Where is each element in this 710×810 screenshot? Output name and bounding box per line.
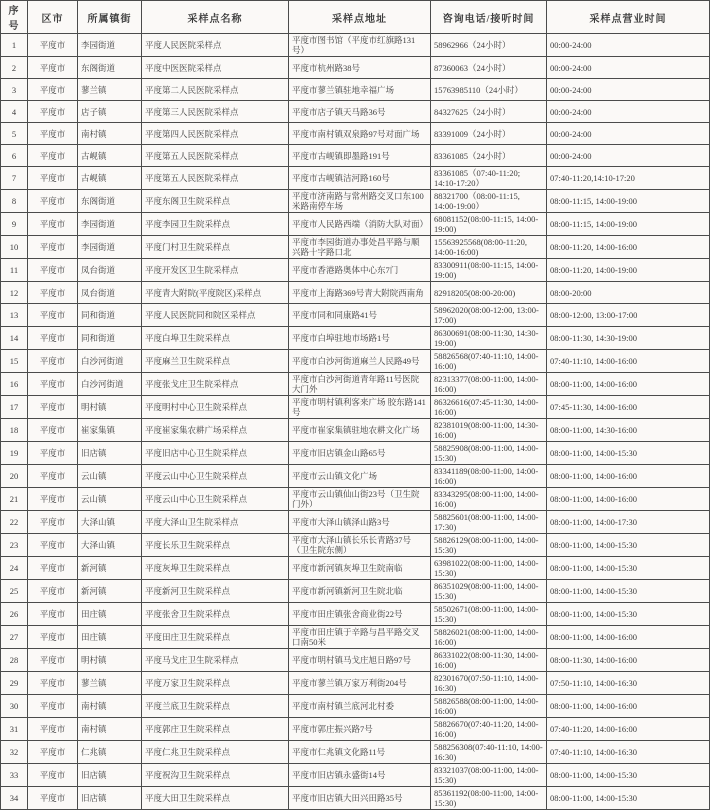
table-cell: 平度市 [28, 282, 78, 304]
table-row [1, 259, 710, 282]
table-cell: 平度市 [28, 442, 78, 465]
table-cell: 29 [1, 672, 28, 695]
table-cell: 07:40-11:10, 14:00-16:00 [547, 350, 710, 373]
table-cell: 大泽山镇 [78, 534, 142, 557]
table-cell: 83300911(08:00-11:15, 14:00-19:00) [431, 259, 547, 282]
table-cell: 08:00-11:00, 14:00-15:30 [547, 580, 710, 603]
table-cell: 凤台街道 [78, 282, 142, 304]
table-cell: 21 [1, 488, 28, 511]
table-cell: 82381019(08:00-11:00, 14:30-16:00) [431, 419, 547, 442]
table-cell: 58962020(08:00-12:00, 13:00-17:00) [431, 304, 547, 327]
table-cell: 平度白埠卫生院采样点 [142, 327, 289, 350]
table-cell: 58502671(08:00-11:00, 14:00-15:30) [431, 603, 547, 626]
table-cell: 07:40-11:20, 14:00-16:00 [547, 718, 710, 741]
table-cell: 23 [1, 534, 28, 557]
table-row [1, 511, 710, 534]
table-cell: 08:00-11:00, 14:00-15:30 [547, 787, 710, 810]
table-cell: 08:00-11:00, 14:00-16:00 [547, 695, 710, 718]
table-cell: 平度市 [28, 145, 78, 167]
table-cell: 86326616(07:45-11:30, 14:00-16:00) [431, 396, 547, 419]
table-cell: 平度仁兆卫生院采样点 [142, 741, 289, 764]
table-cell: 平度市 [28, 57, 78, 79]
table-cell: 08:00-11:00, 14:00-15:30 [547, 442, 710, 465]
table-cell: 平度市仁兆镇文化路11号 [289, 741, 431, 764]
table-cell: 83391009（24小时） [431, 123, 547, 145]
table-cell: 平度市 [28, 327, 78, 350]
table-cell: 平度市 [28, 465, 78, 488]
table-cell: 平度旧店中心卫生院采样点 [142, 442, 289, 465]
table-cell: 平度市 [28, 373, 78, 396]
column-header: 采样点地址 [289, 1, 431, 34]
table-cell: 34 [1, 787, 28, 810]
table-cell: 3 [1, 79, 28, 101]
table-cell: 08:00-11:00, 14:00-15:30 [547, 764, 710, 787]
table-cell: 平度市人民路西端（消防大队对面） [289, 213, 431, 236]
table-cell: 平度李园卫生院采样点 [142, 213, 289, 236]
table-cell: 平度市香港路奥体中心东7门 [289, 259, 431, 282]
table-cell: 平度市 [28, 101, 78, 123]
table-cell: 平度市李园街道办事处昌平路与顺兴路十字路口北 [289, 236, 431, 259]
table-row [1, 396, 710, 419]
table-cell: 86300691(08:00-11:30, 14:30-19:00) [431, 327, 547, 350]
table-row [1, 213, 710, 236]
table-cell: 平度市 [28, 649, 78, 672]
table-cell: 平度第五人民医院采样点 [142, 145, 289, 167]
table-cell: 平度市 [28, 695, 78, 718]
table-row [1, 419, 710, 442]
table-cell: 14 [1, 327, 28, 350]
table-cell: 平度市云山镇仙山街23号（卫生院门外） [289, 488, 431, 511]
table-cell: 86331022(08:00-11:30, 14:00-16:00) [431, 649, 547, 672]
table-cell: 平度马戈庄卫生院采样点 [142, 649, 289, 672]
table-cell: 07:45-11:30, 14:00-16:00 [547, 396, 710, 419]
table-cell: 平度市 [28, 350, 78, 373]
table-cell: 平度市郭庄振兴路7号 [289, 718, 431, 741]
table-cell: 00:00-24:00 [547, 57, 710, 79]
table-cell: 588256308(07:40-11:10, 14:00-16:30) [431, 741, 547, 764]
table-cell: 08:00-11:15, 14:00-19:00 [547, 213, 710, 236]
table-cell: 4 [1, 101, 28, 123]
table-row [1, 282, 710, 304]
table-row [1, 465, 710, 488]
table-cell: 平度市新河镇新河卫生院北临 [289, 580, 431, 603]
table-cell: 58825601(08:00-11:00, 14:00-17:30) [431, 511, 547, 534]
table-row [1, 672, 710, 695]
table-row [1, 34, 710, 57]
table-cell: 07:50-11:10, 14:00-16:30 [547, 672, 710, 695]
table-cell: 同和街道 [78, 327, 142, 350]
table-cell: 平度长乐卫生院采样点 [142, 534, 289, 557]
table-cell: 云山镇 [78, 465, 142, 488]
table-cell: 李园街道 [78, 236, 142, 259]
table-cell: 平度麻兰卫生院采样点 [142, 350, 289, 373]
table-cell: 18 [1, 419, 28, 442]
table-cell: 平度市 [28, 396, 78, 419]
table-row [1, 764, 710, 787]
table-cell: 东阁街道 [78, 190, 142, 213]
table-cell: 08:00-11:15, 14:00-19:00 [547, 190, 710, 213]
table-cell: 平度市新河镇灰埠卫生院南临 [289, 557, 431, 580]
column-header: 区市 [28, 1, 78, 34]
table-cell: 15 [1, 350, 28, 373]
table-cell: 田庄镇 [78, 603, 142, 626]
table-cell: 63981022(08:00-11:00, 14:00-15:30) [431, 557, 547, 580]
table-cell: 平度市 [28, 34, 78, 57]
table-cell: 08:00-11:00, 14:00-15:30 [547, 603, 710, 626]
table-cell: 平度开发区卫生院采样点 [142, 259, 289, 282]
table-cell: 平度市 [28, 557, 78, 580]
table-body [1, 34, 710, 810]
table-cell: 07:40-11:10, 14:00-16:30 [547, 741, 710, 764]
table-cell: 58826670(07:40-11:20, 14:00-16:00) [431, 718, 547, 741]
table-cell: 平度市 [28, 672, 78, 695]
table-cell: 古岘镇 [78, 167, 142, 190]
table-cell: 平度市旧店镇永盛街14号 [289, 764, 431, 787]
table-row [1, 327, 710, 350]
table-cell: 平度新河卫生院采样点 [142, 580, 289, 603]
table-cell: 08:00-11:00, 14:00-16:00 [547, 465, 710, 488]
table-cell: 82301670(07:50-11:10, 14:00-16:30) [431, 672, 547, 695]
table-cell: 84327625（24小时） [431, 101, 547, 123]
table-cell: 平度市旧店镇大田兴田路35号 [289, 787, 431, 810]
table-cell: 平度人民医院采样点 [142, 34, 289, 57]
table-cell: 平度市 [28, 718, 78, 741]
table-cell: 平度市明村镇马戈庄旭日路97号 [289, 649, 431, 672]
table-cell: 平度市 [28, 419, 78, 442]
table-cell: 平度市 [28, 787, 78, 810]
table-cell: 平度市白沙河街道麻兰人民路49号 [289, 350, 431, 373]
table-cell: 平度张舍卫生院采样点 [142, 603, 289, 626]
table-cell: 83361085（24小时） [431, 145, 547, 167]
table-cell: 10 [1, 236, 28, 259]
table-cell: 平度市济南路与常州路交叉口东100米路南停车场 [289, 190, 431, 213]
table-cell: 平度市旧店镇金山路65号 [289, 442, 431, 465]
table-cell: 08:00-11:30, 14:00-16:00 [547, 649, 710, 672]
table-row [1, 741, 710, 764]
table-cell: 崔家集镇 [78, 419, 142, 442]
table-cell: 83343295(08:00-11:00, 14:00-16:00) [431, 488, 547, 511]
table-row [1, 488, 710, 511]
table-cell: 86351029(08:00-11:00, 14:00-15:30) [431, 580, 547, 603]
table-cell: 平度市南村镇双泉路97号对面广场 [289, 123, 431, 145]
table-cell: 平度人民医院同和院区采样点 [142, 304, 289, 327]
table-cell: 08:00-11:20, 14:00-16:00 [547, 236, 710, 259]
column-header: 采样点营业时间 [547, 1, 710, 34]
table-cell: 平度市南村镇兰底河北村委 [289, 695, 431, 718]
table-cell: 平度市古岘镇即墨路191号 [289, 145, 431, 167]
table-cell: 83321037(08:00-11:00, 14:00-15:30) [431, 764, 547, 787]
table-row [1, 236, 710, 259]
table-cell: 08:00-12:00, 13:00-17:00 [547, 304, 710, 327]
table-cell: 平度张戈庄卫生院采样点 [142, 373, 289, 396]
table-cell: 旧店镇 [78, 787, 142, 810]
table-cell: 68081152(08:00-11:15, 14:00-19:00) [431, 213, 547, 236]
table-cell: 32 [1, 741, 28, 764]
table-cell: 南村镇 [78, 123, 142, 145]
table-cell: 平度市店子镇天马路36号 [289, 101, 431, 123]
table-header [1, 1, 710, 34]
table-cell: 平度市 [28, 190, 78, 213]
table-cell: 平度郭庄卫生院采样点 [142, 718, 289, 741]
table-row [1, 167, 710, 190]
table-cell: 平度田庄卫生院采样点 [142, 626, 289, 649]
table-cell: 平度云山中心卫生院采样点 [142, 465, 289, 488]
table-cell: 08:00-20:00 [547, 282, 710, 304]
table-cell: 08:00-11:20, 14:00-19:00 [547, 259, 710, 282]
table-cell: 平度祝沟卫生院采样点 [142, 764, 289, 787]
table-cell: 平度市同和同康路41号 [289, 304, 431, 327]
table-cell: 6 [1, 145, 28, 167]
column-header: 采样点名称 [142, 1, 289, 34]
table-cell: 平度灰埠卫生院采样点 [142, 557, 289, 580]
table-cell: 平度市上海路369号青大附院西南角 [289, 282, 431, 304]
table-row [1, 787, 710, 810]
table-cell: 李园街道 [78, 213, 142, 236]
table-cell: 平度市田庄镇张舍商业街22号 [289, 603, 431, 626]
table-cell: 平度市 [28, 236, 78, 259]
table-cell: 58962966（24小时） [431, 34, 547, 57]
table-cell: 平度市 [28, 213, 78, 236]
table-cell: 08:00-11:00, 14:00-15:30 [547, 534, 710, 557]
table-cell: 26 [1, 603, 28, 626]
table-cell: 南村镇 [78, 695, 142, 718]
table-cell: 83341189(08:00-11:00, 14:00-16:00) [431, 465, 547, 488]
table-cell: 新河镇 [78, 580, 142, 603]
table-cell: 平度第三人民医院采样点 [142, 101, 289, 123]
table-cell: 平度明村中心卫生院采样点 [142, 396, 289, 419]
table-cell: 白沙河街道 [78, 350, 142, 373]
table-row [1, 350, 710, 373]
table-cell: 28 [1, 649, 28, 672]
table-cell: 平度第四人民医院采样点 [142, 123, 289, 145]
table-cell: 平度市 [28, 79, 78, 101]
table-cell: 平度青大附院(平度院区)采样点 [142, 282, 289, 304]
table-cell: 平度市古岘镇洁河路160号 [289, 167, 431, 190]
table-cell: 平度市白沙河街道青年路11号医院大门外 [289, 373, 431, 396]
table-cell: 1 [1, 34, 28, 57]
table-cell: 平度中医医院采样点 [142, 57, 289, 79]
table-cell: 7 [1, 167, 28, 190]
column-header: 咨询电话/接听时间 [431, 1, 547, 34]
table-cell: 15763985110（24小时） [431, 79, 547, 101]
table-cell: 明村镇 [78, 396, 142, 419]
table-cell: 58826588(08:00-11:00, 14:00-16:00) [431, 695, 547, 718]
table-cell: 平度市 [28, 304, 78, 327]
table-cell: 旧店镇 [78, 442, 142, 465]
table-cell: 平度市 [28, 123, 78, 145]
table-cell: 82313377(08:00-11:00, 14:00-16:00) [431, 373, 547, 396]
table-cell: 平度兰底卫生院采样点 [142, 695, 289, 718]
table-cell: 平度市大泽山镇长乐长青路37号（卫生院东侧） [289, 534, 431, 557]
table-cell: 00:00-24:00 [547, 123, 710, 145]
table-cell: 平度市 [28, 764, 78, 787]
table-cell: 5 [1, 123, 28, 145]
table-cell: 20 [1, 465, 28, 488]
table-cell: 24 [1, 557, 28, 580]
table-cell: 58825908(08:00-11:00, 14:00-15:30) [431, 442, 547, 465]
table-cell: 平度市 [28, 488, 78, 511]
table-cell: 平度市蓼兰镇驻地幸福广场 [289, 79, 431, 101]
table-cell: 33 [1, 764, 28, 787]
table-cell: 08:00-11:00, 14:00-16:00 [547, 488, 710, 511]
table-cell: 白沙河街道 [78, 373, 142, 396]
table-cell: 平度市 [28, 603, 78, 626]
table-cell: 8 [1, 190, 28, 213]
table-cell: 平度市 [28, 741, 78, 764]
table-row [1, 57, 710, 79]
table-cell: 店子镇 [78, 101, 142, 123]
table-cell: 平度东阁卫生院采样点 [142, 190, 289, 213]
table-cell: 27 [1, 626, 28, 649]
table-cell: 08:00-11:00, 14:00-16:00 [547, 373, 710, 396]
table-cell: 平度市田庄镇于辛路与昌平路交叉口南50米 [289, 626, 431, 649]
table-cell: 31 [1, 718, 28, 741]
table-row [1, 557, 710, 580]
table-cell: 平度市 [28, 626, 78, 649]
table-cell: 08:00-11:00, 14:00-15:30 [547, 557, 710, 580]
table-cell: 13 [1, 304, 28, 327]
table-cell: 平度市蓼兰镇万家万利街204号 [289, 672, 431, 695]
table-row [1, 649, 710, 672]
table-cell: 平度市大泽山镇泽山路3号 [289, 511, 431, 534]
table-cell: 明村镇 [78, 649, 142, 672]
table-cell: 88321700（08:00-11:15, 14:00-19:00） [431, 190, 547, 213]
table-cell: 9 [1, 213, 28, 236]
table-cell: 08:00-11:00, 14:00-17:30 [547, 511, 710, 534]
table-cell: 旧店镇 [78, 764, 142, 787]
table-cell: 82918205(08:00-20:00) [431, 282, 547, 304]
table-cell: 25 [1, 580, 28, 603]
table-cell: 00:00-24:00 [547, 34, 710, 57]
table-cell: 李园街道 [78, 34, 142, 57]
table-cell: 19 [1, 442, 28, 465]
table-cell: 平度市崔家集镇驻地农耕文化广场 [289, 419, 431, 442]
table-cell: 云山镇 [78, 488, 142, 511]
table-cell: 16 [1, 373, 28, 396]
table-cell: 22 [1, 511, 28, 534]
table-cell: 08:00-11:00, 14:30-16:00 [547, 419, 710, 442]
table-cell: 58826129(08:00-11:00, 14:00-15:30) [431, 534, 547, 557]
header-row [1, 1, 710, 34]
table-cell: 新河镇 [78, 557, 142, 580]
table-cell: 田庄镇 [78, 626, 142, 649]
table-cell: 17 [1, 396, 28, 419]
table-cell: 平度万家卫生院采样点 [142, 672, 289, 695]
table-row [1, 123, 710, 145]
table-cell: 平度市 [28, 580, 78, 603]
table-row [1, 695, 710, 718]
table-cell: 平度市明村镇利客来广场 胶东路141号 [289, 396, 431, 419]
table-cell: 平度门村卫生院采样点 [142, 236, 289, 259]
table-cell: 平度市 [28, 167, 78, 190]
table-cell: 南村镇 [78, 718, 142, 741]
table-row [1, 580, 710, 603]
table-cell: 平度市 [28, 534, 78, 557]
table-cell: 2 [1, 57, 28, 79]
table-cell: 大泽山镇 [78, 511, 142, 534]
table-cell: 平度第五人民医院采样点 [142, 167, 289, 190]
table-row [1, 442, 710, 465]
table-cell: 08:00-11:30, 14:30-19:00 [547, 327, 710, 350]
table-cell: 58826568(07:40-11:10, 14:00-16:00) [431, 350, 547, 373]
table-cell: 平度市 [28, 259, 78, 282]
table-cell: 平度第二人民医院采样点 [142, 79, 289, 101]
table-cell: 平度市杭州路38号 [289, 57, 431, 79]
table-cell: 15563925568(08:00-11:20, 14:00-16:00) [431, 236, 547, 259]
table-cell: 00:00-24:00 [547, 79, 710, 101]
table-row [1, 79, 710, 101]
table-row [1, 534, 710, 557]
table-cell: 12 [1, 282, 28, 304]
table-cell: 83361085（07:40-11:20; 14:10-17:20） [431, 167, 547, 190]
table-cell: 85361192(08:00-11:00, 14:00-15:30) [431, 787, 547, 810]
table-cell: 平度市图书馆（平度市红旗路131号） [289, 34, 431, 57]
table-row [1, 718, 710, 741]
table-cell: 平度大泽山卫生院采样点 [142, 511, 289, 534]
table-cell: 古岘镇 [78, 145, 142, 167]
table-row [1, 101, 710, 123]
table-cell: 凤台街道 [78, 259, 142, 282]
table-cell: 00:00-24:00 [547, 145, 710, 167]
table-cell: 08:00-11:00, 14:00-16:00 [547, 626, 710, 649]
table-cell: 蓼兰镇 [78, 79, 142, 101]
table-cell: 同和街道 [78, 304, 142, 327]
table-cell: 00:00-24:00 [547, 101, 710, 123]
table-row [1, 373, 710, 396]
table-row [1, 626, 710, 649]
table-row [1, 190, 710, 213]
table-cell: 平度云山中心卫生院采样点 [142, 488, 289, 511]
table-cell: 07:40-11:20,14:10-17:20 [547, 167, 710, 190]
table-cell: 平度崔家集农耕广场采样点 [142, 419, 289, 442]
table-cell: 仁兆镇 [78, 741, 142, 764]
table-cell: 平度市 [28, 511, 78, 534]
column-header: 所属镇街 [78, 1, 142, 34]
table-row [1, 603, 710, 626]
table-cell: 11 [1, 259, 28, 282]
table-cell: 30 [1, 695, 28, 718]
table-cell: 58826021(08:00-11:00, 14:00-16:00) [431, 626, 547, 649]
table-cell: 东阁街道 [78, 57, 142, 79]
table-cell: 平度市云山镇文化广场 [289, 465, 431, 488]
column-header: 序号 [1, 1, 28, 34]
table-cell: 87360063（24小时） [431, 57, 547, 79]
table-cell: 平度大田卫生院采样点 [142, 787, 289, 810]
table-cell: 平度市白埠驻地市场路1号 [289, 327, 431, 350]
table-row [1, 145, 710, 167]
table-cell: 蓼兰镇 [78, 672, 142, 695]
table-row [1, 304, 710, 327]
